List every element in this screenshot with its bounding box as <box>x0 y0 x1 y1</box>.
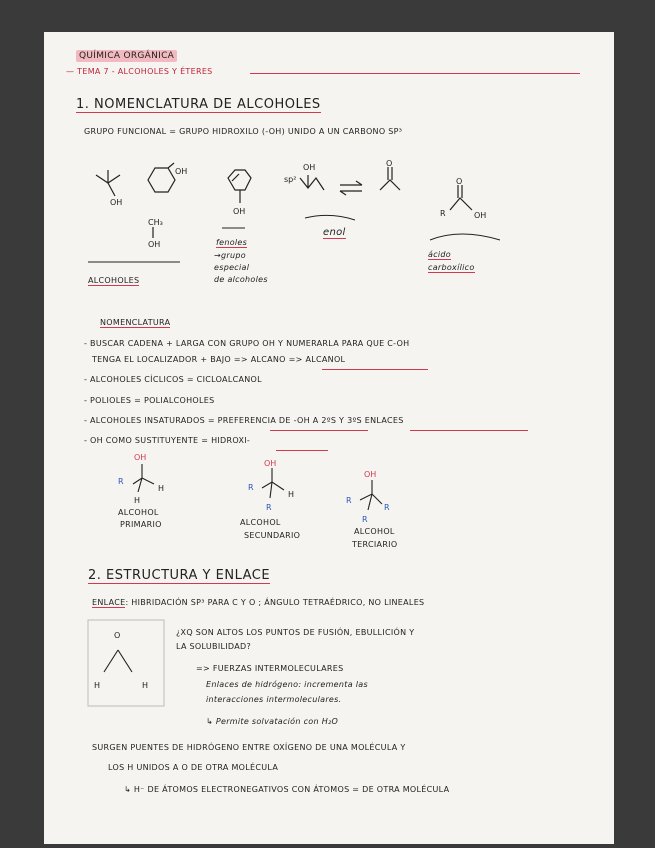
rule-line-3: - ALCOHOLES CÍCLICOS = CICLOALCANOL <box>84 375 262 384</box>
mol-oh-1: OH <box>110 198 123 207</box>
mol-o-2: O <box>456 177 463 186</box>
enlace-line: ENLACE: HIBRIDACIÓN SP³ PARA C Y O ; ÁNGULO TETRAÉDRICO, NO LINEALES <box>92 598 425 607</box>
rule-line-5: - ALCOHOLES INSATURADOS = PREFERENCIA DE -OH A 2ºS Y 3ºS ENLACES <box>84 416 404 425</box>
mol-oh-6: OH <box>474 211 487 220</box>
water-h-1: H <box>94 681 101 690</box>
primary-h-2: H <box>134 496 141 505</box>
tertiary-r-2: R <box>384 503 390 512</box>
para-line-2: LOS H UNIDOS A O DE OTRA MOLÉCULA <box>108 763 279 772</box>
section-title-1-text: 1. NOMENCLATURA DE ALCOHOLES <box>76 97 321 112</box>
rule-line-1: - BUSCAR CADENA + LARGA CON GRUPO OH Y NUMERARLA PARA QUE C-OH <box>84 339 410 348</box>
subject-tag: QUÍMICA ORGÁNICA <box>76 50 177 62</box>
secondary-oh: OH <box>264 459 277 468</box>
label-alcoholes: ALCOHOLES <box>88 276 140 285</box>
mol-oh-5: OH <box>303 163 316 172</box>
answer-line-3: interacciones intermoleculares. <box>206 695 342 704</box>
mol-o-1: O <box>386 159 393 168</box>
question-line-1: ¿XQ SON ALTOS LOS PUNTOS DE FUSIÓN, EBULLICIÓN Y <box>176 628 415 637</box>
rule-line-4: - POLIOLES = POLIALCOHOLES <box>84 396 215 405</box>
mol-oh-4: OH <box>148 240 161 249</box>
mol-r-1: R <box>440 209 446 218</box>
class-secondary-1: ALCOHOL <box>240 518 281 527</box>
label-fenoles-note3: de alcoholes <box>214 275 268 284</box>
label-fenoles-note2: especial <box>214 263 250 272</box>
mol-oh-2: OH <box>175 167 188 176</box>
primary-oh: OH <box>134 453 147 462</box>
label-acido-text: ácido <box>428 250 451 259</box>
answer-line-4: ↳ Permite solvatación con H₂O <box>206 717 339 726</box>
section-title-2-text: 2. ESTRUCTURA Y ENLACE <box>88 568 271 583</box>
para-line-3: ↳ H⁻ DE ÁTOMOS ELECTRONEGATIVOS CON ÁTOMOS = DE OTRA MOLÉCULA <box>124 785 450 794</box>
tertiary-r-1: R <box>346 496 352 505</box>
question-line-2: LA SOLUBILIDAD? <box>176 642 252 651</box>
class-tertiary-1: ALCOHOL <box>354 527 395 536</box>
label-carboxilico-text: carboxílico <box>428 263 475 272</box>
class-tertiary-2: TERCIARIO <box>352 540 398 549</box>
enlace-label: ENLACE <box>92 598 126 607</box>
answer-line-1: => FUERZAS INTERMOLECULARES <box>196 664 344 673</box>
answer-line-2: Enlaces de hidrógeno: incrementa las <box>206 680 368 689</box>
rule-line-6: - OH COMO SUSTITUYENTE = HIDROXI- <box>84 436 251 445</box>
label-fenoles-text: fenoles <box>216 238 248 247</box>
mol-sp2: sp² <box>284 175 297 184</box>
class-secondary-2: SECUNDARIO <box>244 531 301 540</box>
primary-h-1: H <box>158 484 165 493</box>
tertiary-oh: OH <box>364 470 377 479</box>
label-fenoles-note1: →grupo <box>214 251 246 260</box>
secondary-r-1: R <box>248 483 254 492</box>
topic-subtitle: — TEMA 7 - ALCOHOLES Y ÉTERES <box>66 67 213 76</box>
water-h-2: H <box>142 681 149 690</box>
nomenclatura-heading-text: NOMENCLATURA <box>100 318 171 327</box>
topic-subtitle-text: TEMA 7 - ALCOHOLES Y ÉTERES <box>77 67 213 76</box>
mol-oh-3: OH <box>233 207 246 216</box>
tertiary-r-3: R <box>362 515 368 524</box>
rule-line-2: TENGA EL LOCALIZADOR + BAJO => ALCANO => ALCANOL <box>92 355 346 364</box>
enlace-text: HIBRIDACIÓN SP³ PARA C Y O ; ÁNGULO TETRAÉDRICO, NO LINEALES <box>131 598 425 607</box>
class-primary-1: ALCOHOL <box>118 508 159 517</box>
mol-ch3: CH₃ <box>148 218 163 227</box>
secondary-r-2: R <box>266 503 272 512</box>
label-enol-text: enol <box>323 227 346 238</box>
water-o: O <box>114 631 121 640</box>
class-primary-2: PRIMARIO <box>120 520 162 529</box>
functional-group-line: GRUPO FUNCIONAL = GRUPO HIDROXILO (-OH) UNIDO A UN CARBONO SP³ <box>84 127 403 136</box>
secondary-h: H <box>288 490 295 499</box>
para-line-1: SURGEN PUENTES DE HIDRÓGENO ENTRE OXÍGENO DE UNA MOLÉCULA Y <box>92 743 406 752</box>
primary-r: R <box>118 477 124 486</box>
